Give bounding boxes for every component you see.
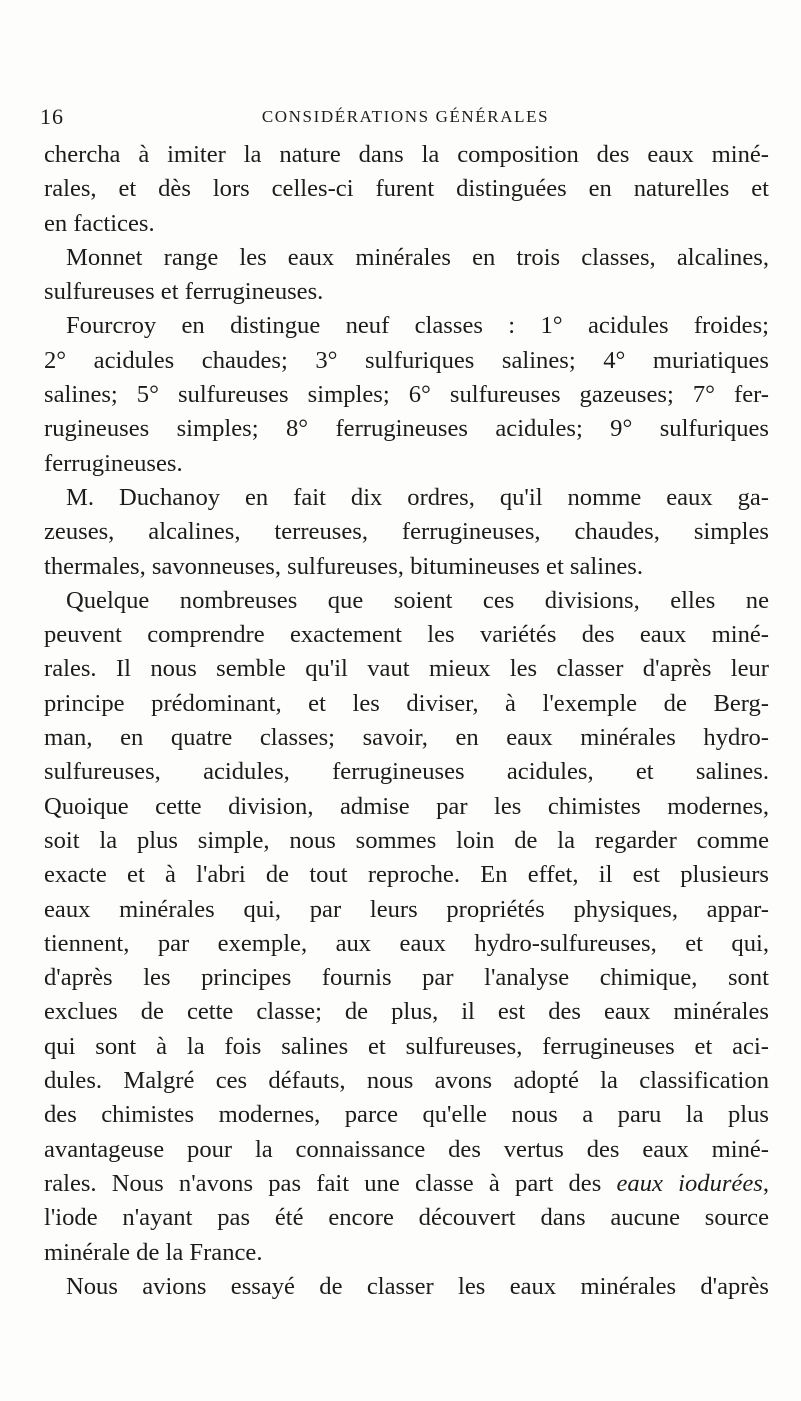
text-line: rugineuses simples; 8° ferrugineuses acidules; 9° sulfuriques <box>44 415 769 443</box>
text-line: soit la plus simple, nous sommes loin de la regarder comme <box>44 826 769 854</box>
text-line: salines; 5° sulfureuses simples; 6° sulfureuses gazeuses; 7° fer- <box>44 381 769 409</box>
text-line: rales, et dès lors celles-ci furent distinguées en naturelles et <box>44 175 769 203</box>
text-line: chercha à imiter la nature dans la composition des eaux miné- <box>44 141 769 168</box>
text-line: 2° acidules chaudes; 3° sulfuriques salines; 4° muriatiques <box>44 346 769 374</box>
text-line: ferrugineuses. <box>44 449 183 477</box>
text-line <box>44 1167 769 1201</box>
text-line: des chimistes modernes, parce qu'elle nous a paru la plus <box>44 1101 769 1129</box>
text-line: qui sont à la fois salines et sulfureuses, ferrugineuses et aci- <box>44 1032 769 1060</box>
text-line: thermales, savonneuses, sulfureuses, bitumineuses et salines. <box>44 552 644 580</box>
text-line: tiennent, par exemple, aux eaux hydro-sulfureuses, et qui, <box>44 929 769 957</box>
italic-term: eaux iodurées <box>616 1169 763 1197</box>
text-line: zeuses, alcalines, terreuses, ferrugineuses, chaudes, simples <box>44 518 769 546</box>
running-head: CONSIDÉRATIONS GÉNÉRALES <box>261 107 550 126</box>
text-line: sulfureuses et ferrugineuses. <box>44 278 324 306</box>
text-line: Quelque nombreuses que soient ces divisions, elles ne <box>66 586 769 614</box>
text-segment: , <box>762 1169 769 1197</box>
text-line: peuvent comprendre exactement les variétés des eaux miné- <box>44 621 769 649</box>
text-line: l'iode n'ayant pas été encore découvert dans aucune source <box>44 1204 769 1232</box>
page-number: 16 <box>40 104 64 129</box>
text-line: rales. Il nous semble qu'il vaut mieux les classer d'après leur <box>44 655 769 683</box>
text-line: dules. Malgré ces défauts, nous avons adopté la classification <box>44 1067 769 1095</box>
text-line: d'après les principes fournis par l'analyse chimique, sont <box>44 964 769 992</box>
text-segment: rales. Nous n'avons pas fait une classe à part des <box>44 1169 617 1197</box>
page-header <box>40 104 771 138</box>
text-line: exacte et à l'abri de tout reproche. En effet, il est plusieurs <box>44 861 769 889</box>
body-text <box>44 138 769 1304</box>
text-line: M. Duchanoy en fait dix ordres, qu'il nomme eaux ga- <box>66 483 769 511</box>
text-line: Quoique cette division, admise par les chimistes modernes, <box>44 792 769 820</box>
text-line: Fourcroy en distingue neuf classes : 1° acidules froides; <box>66 312 769 340</box>
text-line: exclues de cette classe; de plus, il est des eaux minérales <box>44 998 769 1026</box>
text-line: minérale de la France. <box>44 1238 263 1266</box>
text-line: Monnet range les eaux minérales en trois classes, alcalines, <box>66 243 769 271</box>
text-line: man, en quatre classes; savoir, en eaux minérales hydro- <box>44 724 769 752</box>
text-line: principe prédominant, et les diviser, à l'exemple de Berg- <box>44 689 769 717</box>
text-line: sulfureuses, acidules, ferrugineuses acidules, et salines. <box>44 758 769 786</box>
text-line: eaux minérales qui, par leurs propriétés physiques, appar- <box>44 895 769 923</box>
text-line: avantageuse pour la connaissance des vertus des eaux miné- <box>44 1135 769 1163</box>
text-line: Nous avions essayé de classer les eaux minérales d'après <box>66 1272 769 1300</box>
text-line: en factices. <box>44 209 155 237</box>
